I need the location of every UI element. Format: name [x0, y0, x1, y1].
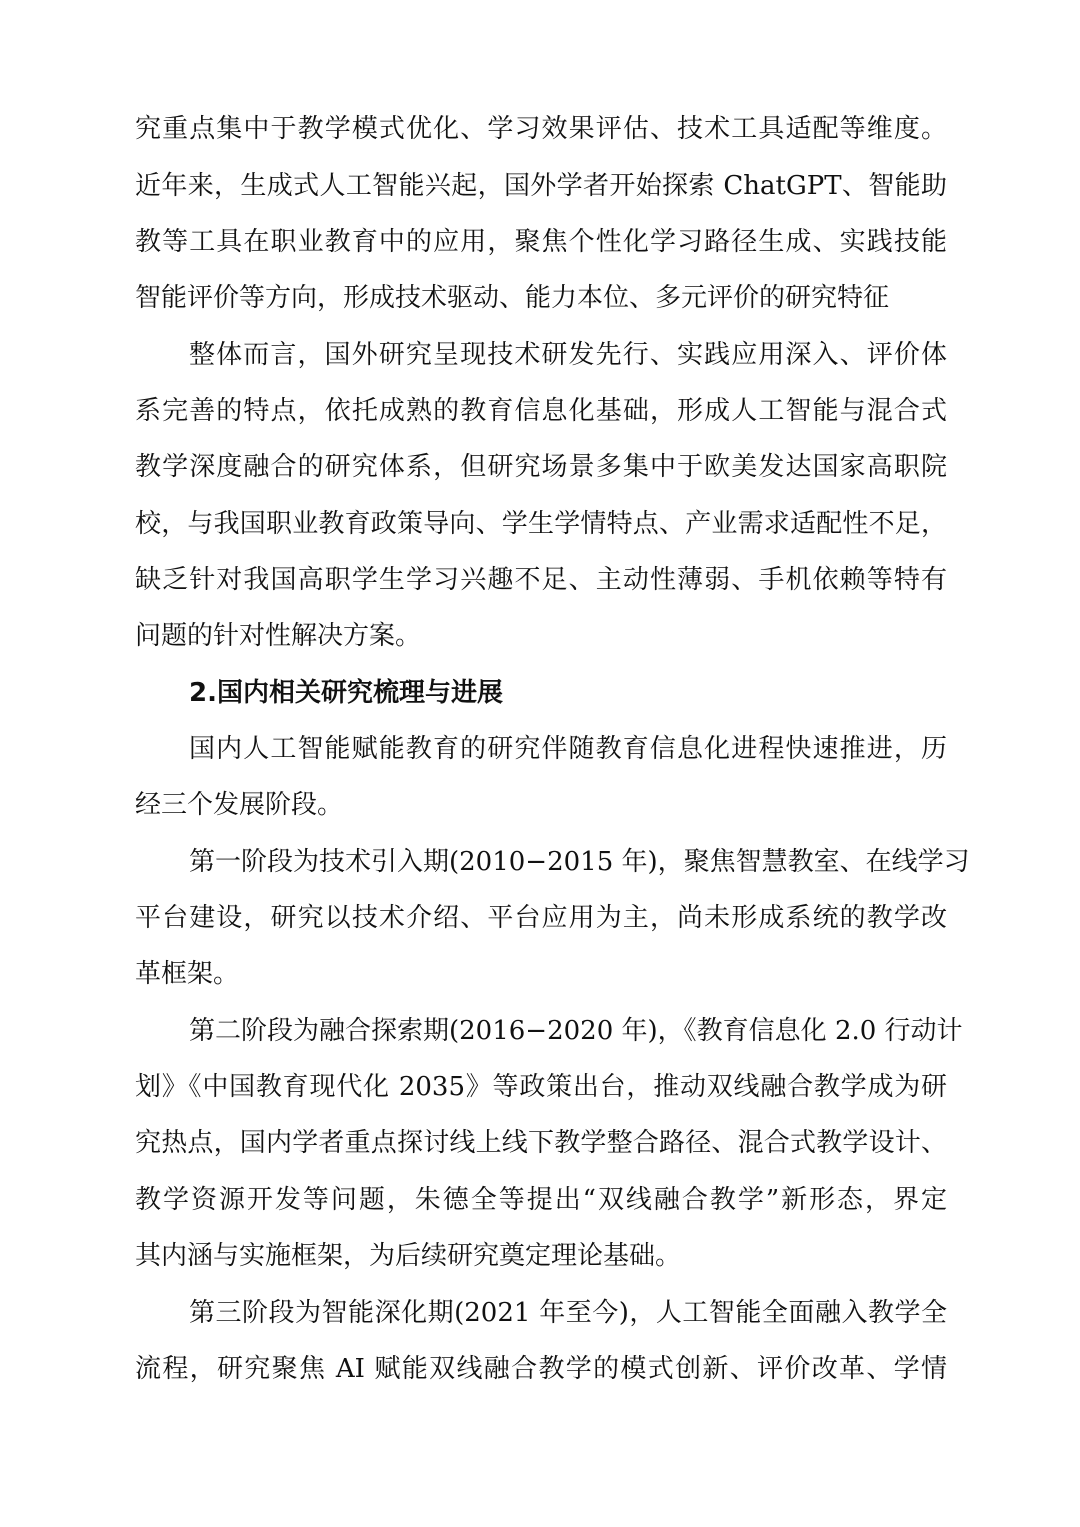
text-line: 经三个发展阶段。 [135, 790, 344, 820]
paragraph-first-line: 国内人工智能赋能教育的研究伴随教育信息化进程快速推进，历 [189, 734, 947, 764]
text-line: 其内涵与实施框架，为后续研究奠定理论基础。 [135, 1241, 682, 1271]
paragraph-first-line: 第二阶段为融合探索期(2016−2020 年)，《教育信息化 2.0 行动计 [189, 1016, 963, 1046]
text-line: 划》《中国教育现代化 2035》等政策出台，推动双线融合教学成为研 [135, 1072, 947, 1102]
text-line: 平台建设，研究以技术介绍、平台应用为主，尚未形成系统的教学改 [135, 903, 947, 933]
text-line: 究重点集中于教学模式优化、学习效果评估、技术工具适配等维度。 [135, 114, 947, 144]
text-line: 教等工具在职业教育中的应用，聚焦个性化学习路径生成、实践技能 [135, 227, 947, 257]
paragraph-first-line: 整体而言，国外研究呈现技术研发先行、实践应用深入、评价体 [189, 340, 947, 370]
text-line: 近年来，生成式人工智能兴起，国外学者开始探索 ChatGPT、智能助 [135, 171, 947, 201]
text-line: 系完善的特点，依托成熟的教育信息化基础，形成人工智能与混合式 [135, 396, 947, 426]
text-line: 智能评价等方向，形成技术驱动、能力本位、多元评价的研究特征 [135, 283, 890, 313]
text-line: 革框架。 [135, 959, 240, 989]
paragraph-first-line: 第一阶段为技术引入期(2010−2015 年)，聚焦智慧教室、在线学习 [189, 847, 970, 877]
section-heading: 2.国内相关研究梳理与进展 [189, 678, 503, 708]
text-line: 究热点，国内学者重点探讨线上线下教学整合路径、混合式教学设计、 [135, 1128, 947, 1158]
paragraph-first-line: 第三阶段为智能深化期(2021 年至今)，人工智能全面融入教学全 [189, 1298, 947, 1328]
text-line: 教学深度融合的研究体系，但研究场景多集中于欧美发达国家高职院 [135, 452, 947, 482]
text-line: 教学资源开发等问题，朱德全等提出“双线融合教学”新形态，界定 [135, 1185, 947, 1215]
text-line: 流程，研究聚焦 AI 赋能双线融合教学的模式创新、评价改革、学情 [135, 1354, 947, 1384]
text-line: 问题的针对性解决方案。 [135, 621, 422, 651]
text-line: 校，与我国职业教育政策导向、学生学情特点、产业需求适配性不足， [135, 509, 947, 539]
text-line: 缺乏针对我国高职学生学习兴趣不足、主动性薄弱、手机依赖等特有 [135, 565, 947, 595]
